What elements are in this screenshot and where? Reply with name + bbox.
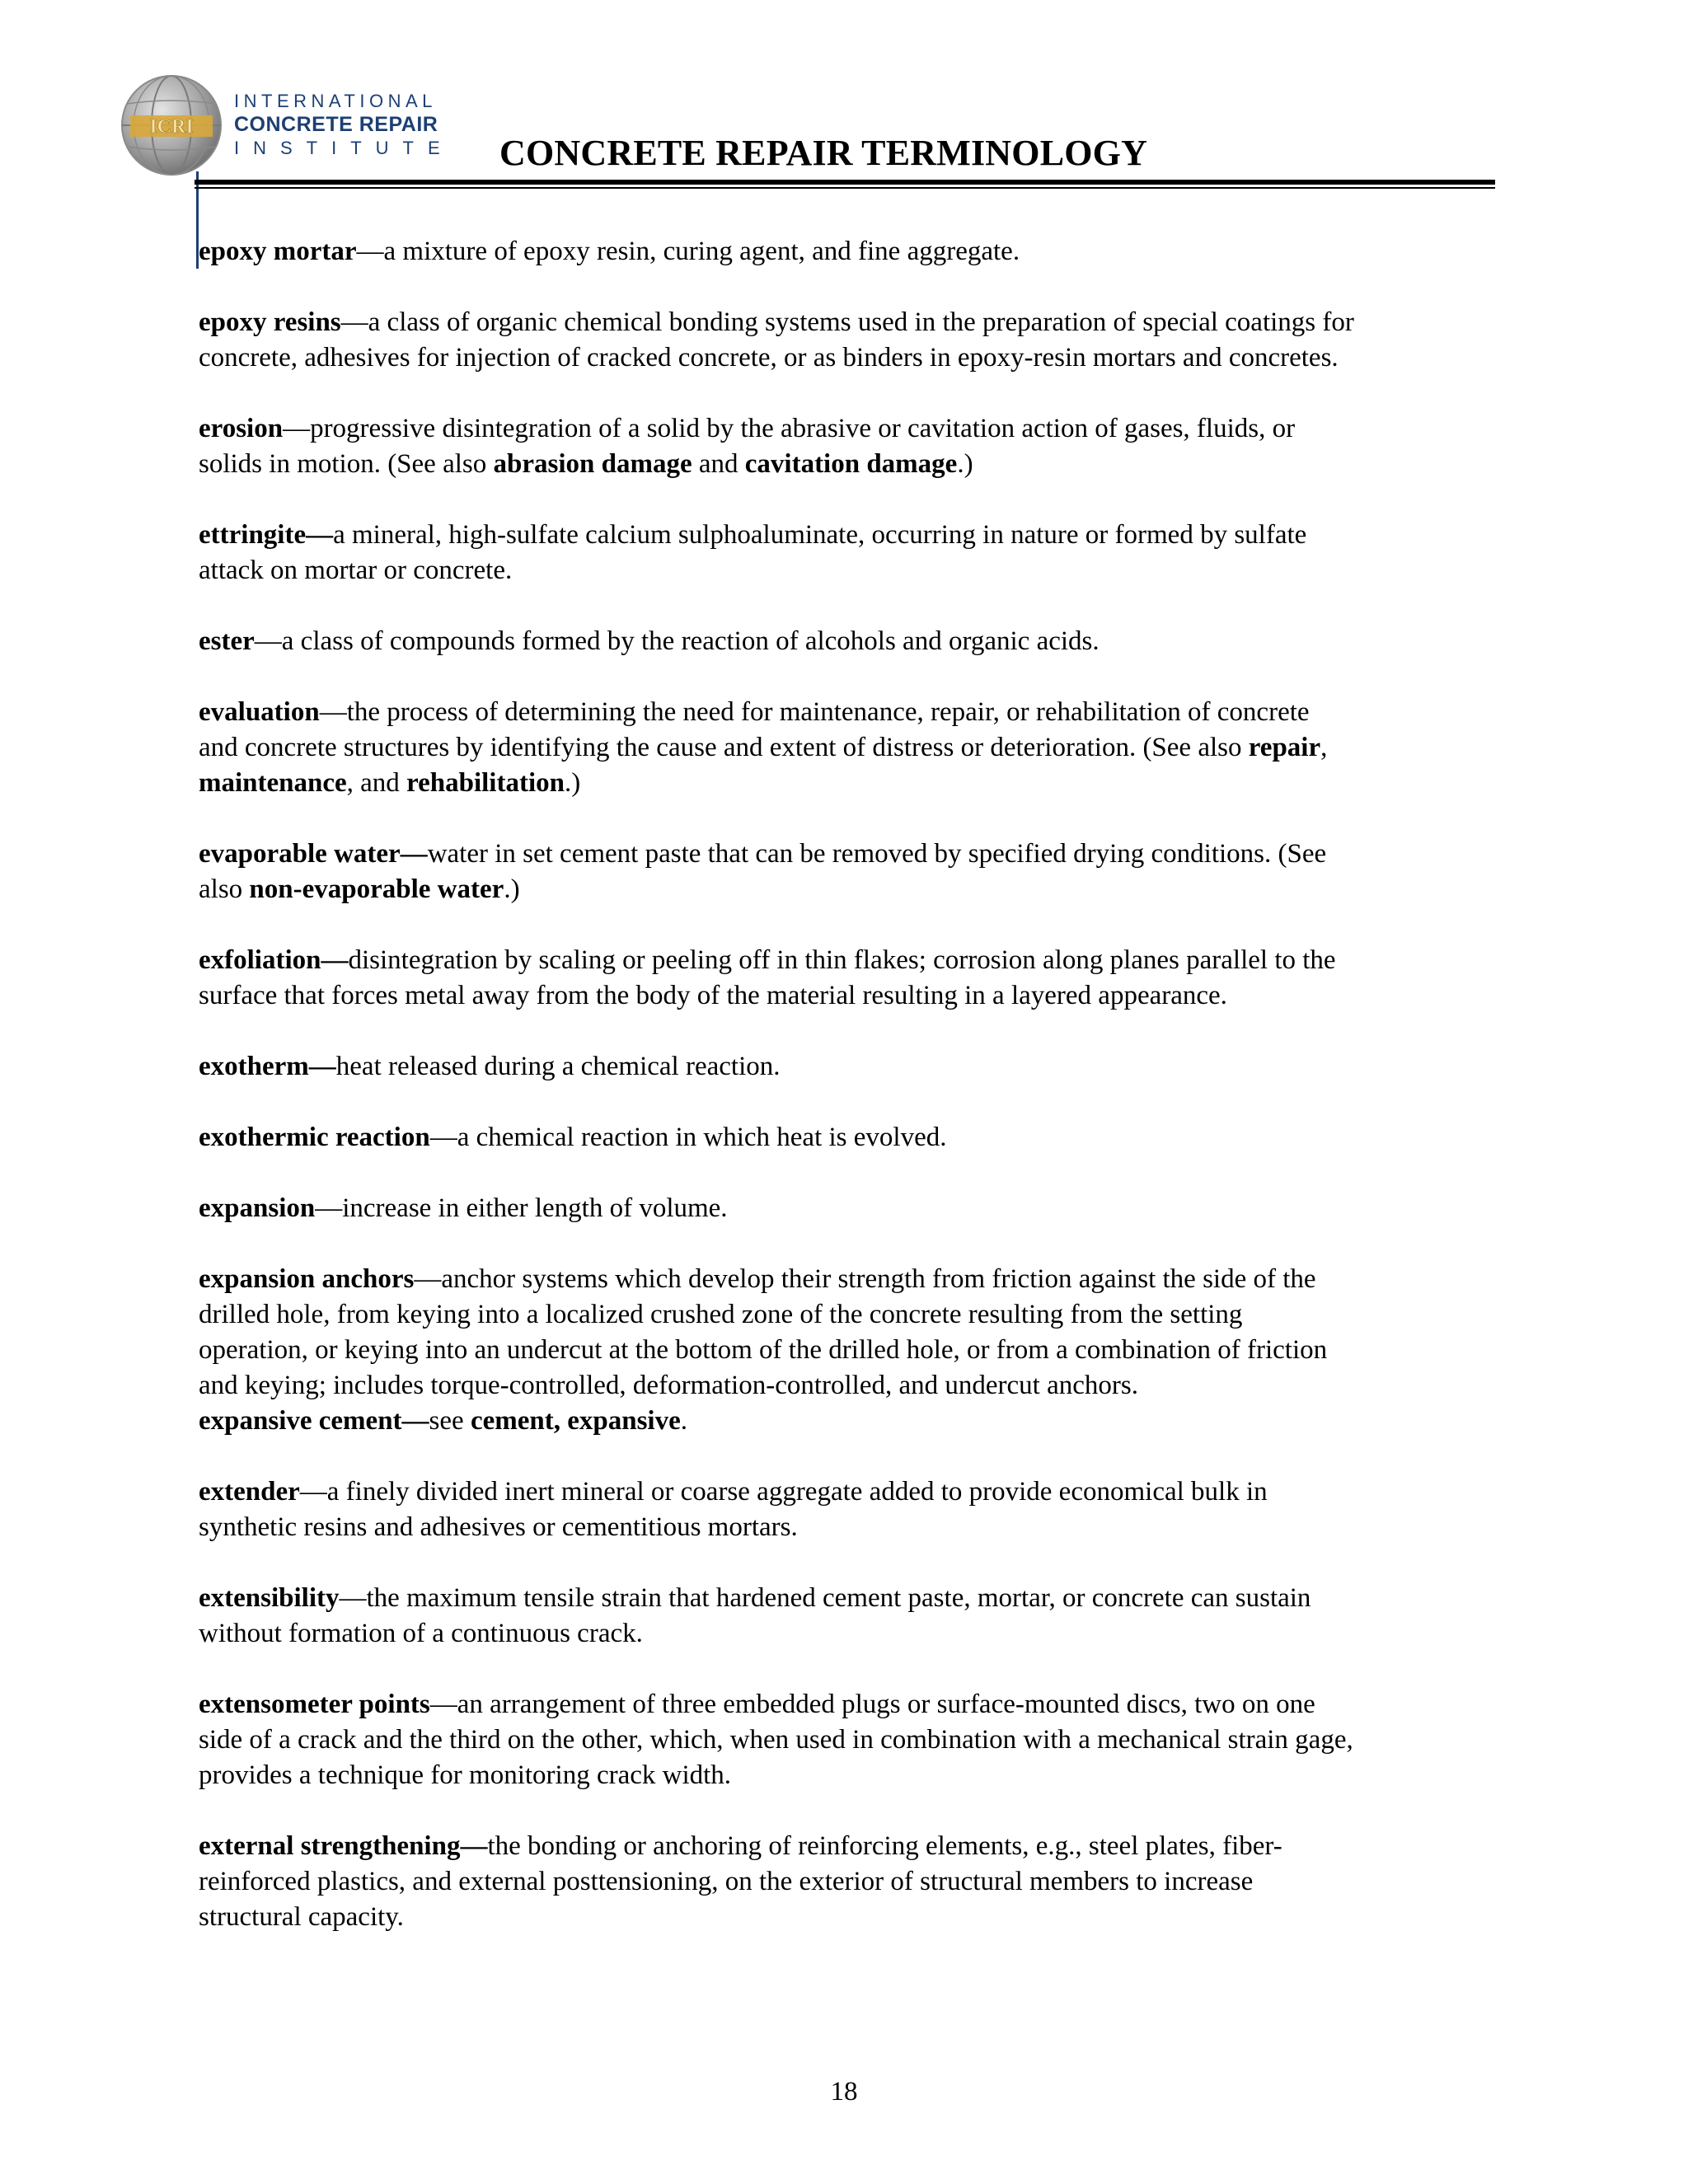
term-bold: abrasion damage: [493, 449, 692, 479]
definition-text: —a chemical reaction in which heat is evolved.: [429, 1122, 947, 1152]
entry-line: [199, 305, 1501, 340]
definition-text: concrete, adhesives for injection of cracked concrete, or as binders in epoxy-resin mortars and concretes.: [199, 343, 1339, 373]
definition-text: solids in motion. (See also: [199, 449, 494, 479]
definition-text: —a mixture of epoxy resin, curing agent, and fine aggregate.: [356, 237, 1020, 266]
definition-text: a mineral, high-sulfate calcium sulphoaluminate, occurring in nature or formed by sulfate: [333, 520, 1307, 550]
definition-text: synthetic resins and adhesives or cementitious mortars.: [199, 1512, 798, 1542]
entry-line: [199, 1687, 1501, 1722]
entry-line: [199, 1474, 1501, 1510]
term-bold: cement, expansive: [470, 1406, 681, 1436]
definition-text: operation, or keying into an undercut at the bottom of the drilled hole, or from a combination of friction: [199, 1335, 1328, 1365]
document-title: CONCRETE REPAIR TERMINOLOGY: [499, 133, 1148, 173]
icri-logo: [119, 73, 454, 188]
definition-text: surface that forces metal away from the body of the material resulting in a layered appearance.: [199, 981, 1227, 1010]
entry-line: [199, 1722, 1501, 1758]
entry-line: [199, 1120, 1501, 1155]
entry-line: [199, 340, 1501, 376]
entry-line: [199, 234, 1501, 269]
definition-text: attack on mortar or concrete.: [199, 555, 513, 585]
definition-text: water in set cement paste that can be removed by specified drying conditions. (See: [427, 839, 1327, 869]
entry-line: [199, 1262, 1501, 1297]
term-bold: epoxy mortar: [199, 237, 357, 266]
glossary-entry: [199, 518, 1501, 588]
glossary-entry: [199, 624, 1501, 659]
term-bold: rehabilitation: [406, 768, 565, 798]
glossary-entry: [199, 695, 1501, 801]
term-bold: evaluation: [199, 697, 320, 727]
definition-text: disintegration by scaling or peeling off in thin flakes; corrosion along planes parallel to the: [348, 945, 1336, 975]
term-bold: epoxy resins: [199, 307, 341, 337]
logo-line-international: INTERNATIONAL: [234, 91, 437, 111]
entry-line: [199, 1333, 1501, 1368]
entry-line: [199, 730, 1501, 766]
entry-line: [199, 1049, 1501, 1085]
entry-line: [199, 1616, 1501, 1652]
term-bold: exfoliation—: [199, 945, 349, 975]
glossary-entry: [199, 837, 1501, 907]
definition-text: and concrete structures by identifying the cause and extent of distress or deterioration. (See also: [199, 733, 1249, 762]
page-number: 18: [830, 2077, 858, 2107]
definition-text: —an arrangement of three embedded plugs or surface-mounted discs, two on one: [429, 1690, 1315, 1719]
term-bold: maintenance: [199, 768, 347, 798]
entry-line: [199, 1758, 1501, 1793]
term-bold: expansion: [199, 1193, 316, 1223]
term-bold: expansion anchors: [199, 1264, 415, 1294]
entry-line: [199, 978, 1501, 1014]
definition-text: provides a technique for monitoring crack width.: [199, 1760, 732, 1790]
entry-line: [199, 1191, 1501, 1226]
entry-line: [199, 624, 1501, 659]
glossary-entry: [199, 305, 1501, 376]
logo-line-institute: INSTITUTE: [234, 138, 454, 158]
term-bold: ester: [199, 626, 255, 656]
definition-text: —a class of organic chemical bonding systems used in the preparation of special coatings for: [340, 307, 1354, 337]
definition-text: .): [957, 449, 973, 479]
entry-line: [199, 943, 1501, 978]
definition-text: and: [692, 449, 745, 479]
term-bold: extensometer points: [199, 1690, 430, 1719]
definition-text: heat released during a chemical reaction.: [335, 1052, 781, 1081]
definition-text: see: [429, 1406, 471, 1436]
glossary-entry: [199, 1829, 1501, 1935]
entry-line: [199, 1581, 1501, 1616]
entry-line: [199, 766, 1501, 801]
definition-text: side of a crack and the third on the other, which, when used in combination with a mechanical strain gage,: [199, 1725, 1353, 1755]
term-bold: exotherm—: [199, 1052, 336, 1081]
definition-text: —the maximum tensile strain that hardened cement paste, mortar, or concrete can sustain: [339, 1583, 1311, 1613]
term-bold: evaporable water—: [199, 839, 428, 869]
definition-text: drilled hole, from keying into a localized crushed zone of the concrete resulting from the setting: [199, 1300, 1243, 1329]
term-bold: ettringite—: [199, 520, 334, 550]
glossary-entry: [199, 411, 1501, 482]
entry-line: [199, 695, 1501, 730]
definition-text: —anchor systems which develop their strength from friction against the side of the: [414, 1264, 1316, 1294]
header-rule-thin: [195, 187, 1495, 189]
definition-text: the bonding or anchoring of reinforcing elements, e.g., steel plates, fiber-: [487, 1831, 1282, 1861]
entry-line: [199, 518, 1501, 553]
definition-text: and keying; includes torque-controlled, deformation-controlled, and undercut anchors.: [199, 1371, 1138, 1400]
globe-logo-icon: [119, 73, 224, 178]
term-bold: erosion: [199, 414, 284, 443]
header-rule-thick: [195, 180, 1495, 185]
term-bold: external strengthening—: [199, 1831, 488, 1861]
term-bold: expansive cement—: [199, 1406, 429, 1436]
definition-text: structural capacity.: [199, 1902, 404, 1932]
definition-text: —increase in either length of volume.: [315, 1193, 728, 1223]
glossary-entry: [199, 1581, 1501, 1652]
glossary-entry: [199, 943, 1501, 1014]
entry-line: [199, 1900, 1501, 1935]
glossary-entry: [199, 1404, 1501, 1439]
glossary-entry: [199, 1687, 1501, 1793]
definition-text: .): [504, 874, 520, 904]
entry-line: [199, 837, 1501, 872]
definition-text: —a class of compounds formed by the reaction of alcohols and organic acids.: [254, 626, 1100, 656]
entry-line: [199, 1829, 1501, 1864]
entry-line: [199, 872, 1501, 907]
glossary-entry: [199, 1120, 1501, 1155]
glossary-entry: [199, 1191, 1501, 1226]
term-bold: non-evaporable water: [249, 874, 504, 904]
definition-text: , and: [346, 768, 407, 798]
entry-line: [199, 447, 1501, 482]
entry-line: [199, 1864, 1501, 1900]
term-bold: extender: [199, 1477, 300, 1507]
entry-line: [199, 1404, 1501, 1439]
logo-line-concrete-repair: CONCRETE REPAIR: [234, 113, 438, 136]
glossary-entry: [199, 1474, 1501, 1545]
term-bold: repair: [1248, 733, 1321, 762]
logo-wordmark: [234, 92, 454, 157]
entry-line: [199, 411, 1501, 447]
glossary-entry: [199, 1262, 1501, 1404]
definition-text: —progressive disintegration of a solid by the abrasive or cavitation action of gases, fluids, or: [283, 414, 1296, 443]
glossary-entry: [199, 234, 1501, 269]
definition-text: —the process of determining the need for maintenance, repair, or rehabilitation of concrete: [319, 697, 1310, 727]
definition-text: ,: [1320, 733, 1328, 762]
entry-line: [199, 1297, 1501, 1333]
globe-logo-text: ICRI: [149, 116, 194, 138]
definition-text: also: [199, 874, 250, 904]
entry-line: [199, 553, 1501, 588]
definition-text: —a finely divided inert mineral or coarse aggregate added to provide economical bulk in: [299, 1477, 1268, 1507]
term-bold: cavitation damage: [744, 449, 958, 479]
definition-text: .: [680, 1406, 687, 1436]
definition-text: .): [564, 768, 581, 798]
definition-text: reinforced plastics, and external posttensioning, on the exterior of structural members to increase: [199, 1867, 1254, 1896]
entry-line: [199, 1510, 1501, 1545]
term-bold: extensibility: [199, 1583, 340, 1613]
entry-line: [199, 1368, 1501, 1404]
term-bold: exothermic reaction: [199, 1122, 430, 1152]
glossary-entry: [199, 1049, 1501, 1085]
definition-text: without formation of a continuous crack.: [199, 1619, 643, 1648]
glossary-entries: [199, 234, 1501, 1971]
